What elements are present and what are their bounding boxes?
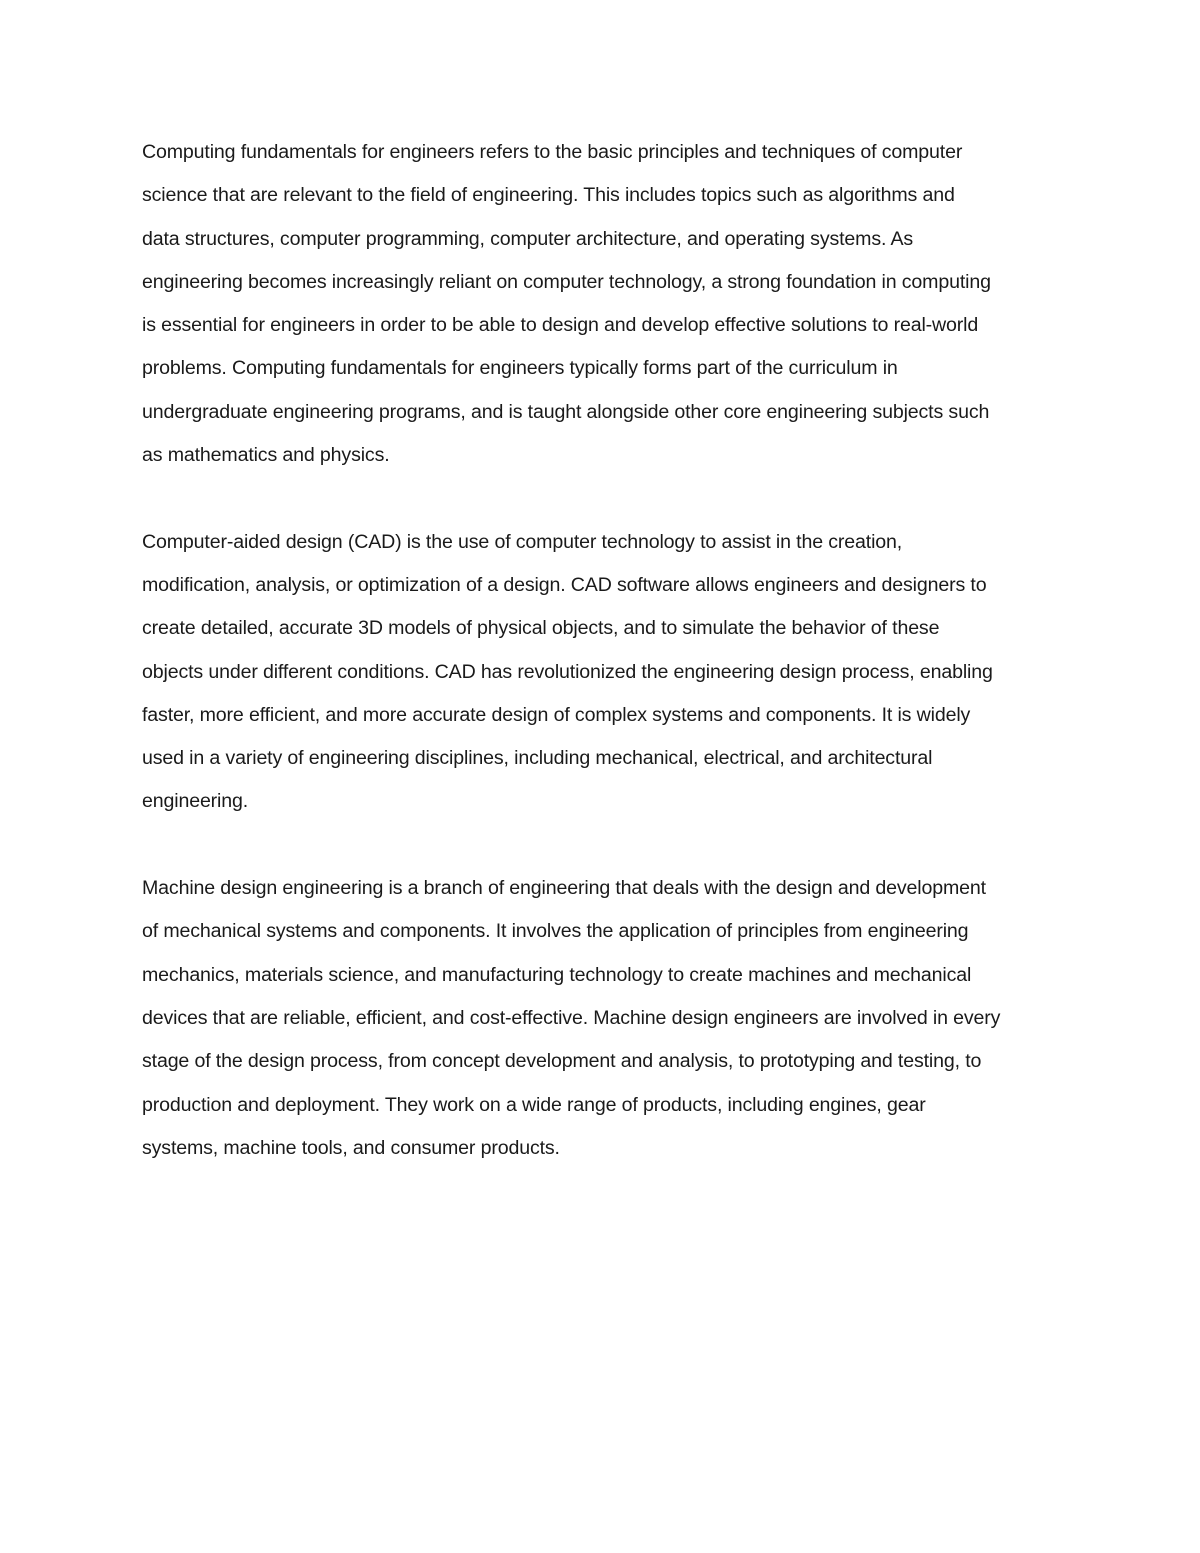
text-line: mechanics, materials science, and manufacturing technology to create machines and mechanical: [142, 963, 972, 986]
text-line: science that are relevant to the field of engineering. This includes topics such as algorithms and: [142, 184, 955, 207]
paragraph-machine-design: [142, 867, 1062, 1170]
text-line: as mathematics and physics.: [142, 444, 390, 467]
text-line: modification, analysis, or optimization of a design. CAD software allows engineers and designers to: [142, 573, 987, 596]
document-body: [142, 131, 1062, 1170]
text-line: used in a variety of engineering disciplines, including mechanical, electrical, and architectural: [142, 747, 933, 770]
paragraph-computing-fundamentals: [142, 131, 1062, 477]
text-line: engineering becomes increasingly reliant on computer technology, a strong foundation in computing: [142, 270, 991, 293]
text-line: of mechanical systems and components. It involves the application of principles from engineering: [142, 920, 969, 943]
text-line: data structures, computer programming, computer architecture, and operating systems. As: [142, 227, 914, 250]
text-line: faster, more efficient, and more accurate design of complex systems and components. It is widely: [142, 703, 971, 726]
text-line: problems. Computing fundamentals for engineers typically forms part of the curriculum in: [142, 357, 898, 380]
text-line: production and deployment. They work on a wide range of products, including engines, gear: [142, 1093, 926, 1116]
text-line: undergraduate engineering programs, and is taught alongside other core engineering subjects such: [142, 400, 990, 423]
text-line: Computer-aided design (CAD) is the use of computer technology to assist in the creation,: [142, 530, 903, 553]
paragraph-computer-aided-design: [142, 521, 1062, 824]
text-line: is essential for engineers in order to be able to design and develop effective solutions to real-world: [142, 314, 979, 337]
text-line: Machine design engineering is a branch of engineering that deals with the design and development: [142, 877, 986, 900]
text-line: stage of the design process, from concept development and analysis, to prototyping and testing, to: [142, 1050, 982, 1073]
text-line: engineering.: [142, 790, 249, 813]
text-line: objects under different conditions. CAD has revolutionized the engineering design process, enabling: [142, 660, 993, 683]
text-line: devices that are reliable, efficient, and cost-effective. Machine design engineers are involved in every: [142, 1006, 1001, 1029]
text-line: Computing fundamentals for engineers refers to the basic principles and techniques of computer: [142, 141, 963, 163]
text-line: systems, machine tools, and consumer products.: [142, 1136, 560, 1159]
text-line: create detailed, accurate 3D models of physical objects, and to simulate the behavior of these: [142, 617, 940, 640]
